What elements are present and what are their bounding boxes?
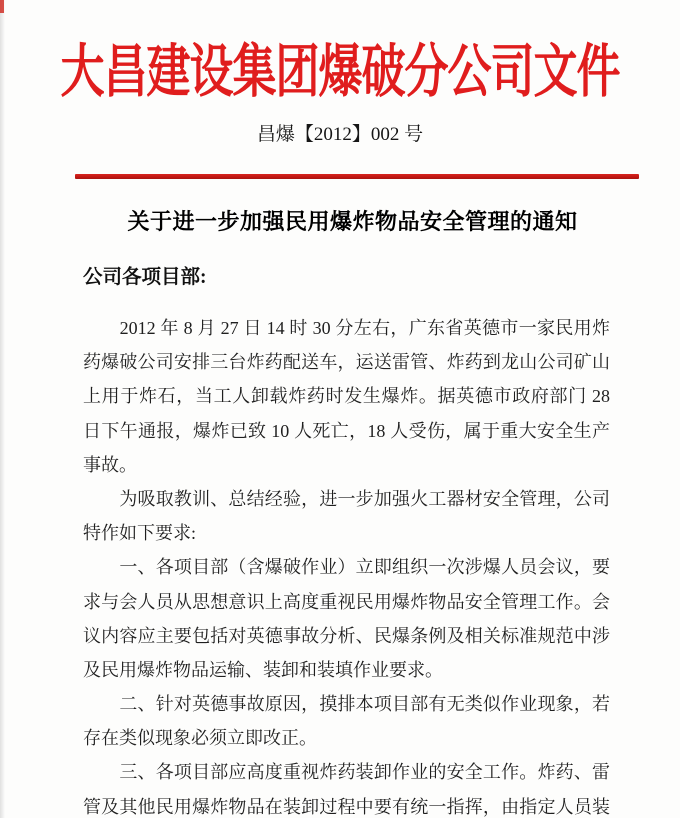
- body-line: 管及其他民用爆炸物品在装卸过程中要有统一指挥，由指定人员装: [83, 796, 610, 817]
- body-line: 日下午通报，爆炸已致 10 人死亡，18 人受伤，属于重大安全生产: [83, 420, 610, 441]
- body-line: 三、各项目部应高度重视炸药装卸作业的安全工作。炸药、雷: [83, 762, 610, 783]
- body-line: 及民用爆炸物品运输、装卸和装填作业要求。: [83, 659, 443, 680]
- body-line: 事故。: [83, 454, 137, 475]
- red-separator-line: [75, 174, 639, 179]
- body-paragraph: [83, 311, 610, 482]
- body-line: 上用于炸石，当工人卸载炸药时发生爆炸。据英德市政府部门 28: [83, 386, 610, 407]
- body-line: 药爆破公司安排三台炸药配送车，运送雷管、炸药到龙山公司矿山: [83, 352, 610, 373]
- body-line: 二、针对英德事故原因，摸排本项目部有无类似作业现象，若: [83, 694, 610, 715]
- addressee-line: 公司各项目部:: [83, 267, 207, 288]
- body-paragraph: [83, 550, 610, 687]
- document-number: 昌爆【2012】002 号: [256, 124, 424, 145]
- red-corner-scan-mark: [0, 0, 4, 13]
- body-line: 2012 年 8 月 27 日 14 时 30 分左右，广东省英德市一家民用炸: [83, 318, 610, 338]
- body-line: 特作如下要求:: [83, 523, 197, 544]
- body-paragraph: [83, 755, 610, 818]
- body-paragraph: [83, 687, 610, 755]
- document-body: [83, 311, 610, 818]
- body-line: 存在类似现象必须立即改正。: [83, 728, 317, 749]
- body-paragraph: [83, 482, 610, 550]
- body-line: 求与会人员从思想意识上高度重视民用爆炸物品安全管理工作。会: [83, 591, 610, 612]
- body-line: 议内容应主要包括对英德事故分析、民爆条例及相关标准规范中涉: [83, 625, 610, 646]
- document-header-title: 大昌建设集团爆破分公司文件: [60, 40, 620, 104]
- body-line: 为吸取教训、总结经验，进一步加强火工器材安全管理，公司: [83, 488, 610, 509]
- notice-title: 关于进一步加强民用爆炸物品安全管理的通知: [127, 209, 578, 234]
- body-line: 一、各项目部（含爆破作业）立即组织一次涉爆人员会议，要: [83, 557, 610, 578]
